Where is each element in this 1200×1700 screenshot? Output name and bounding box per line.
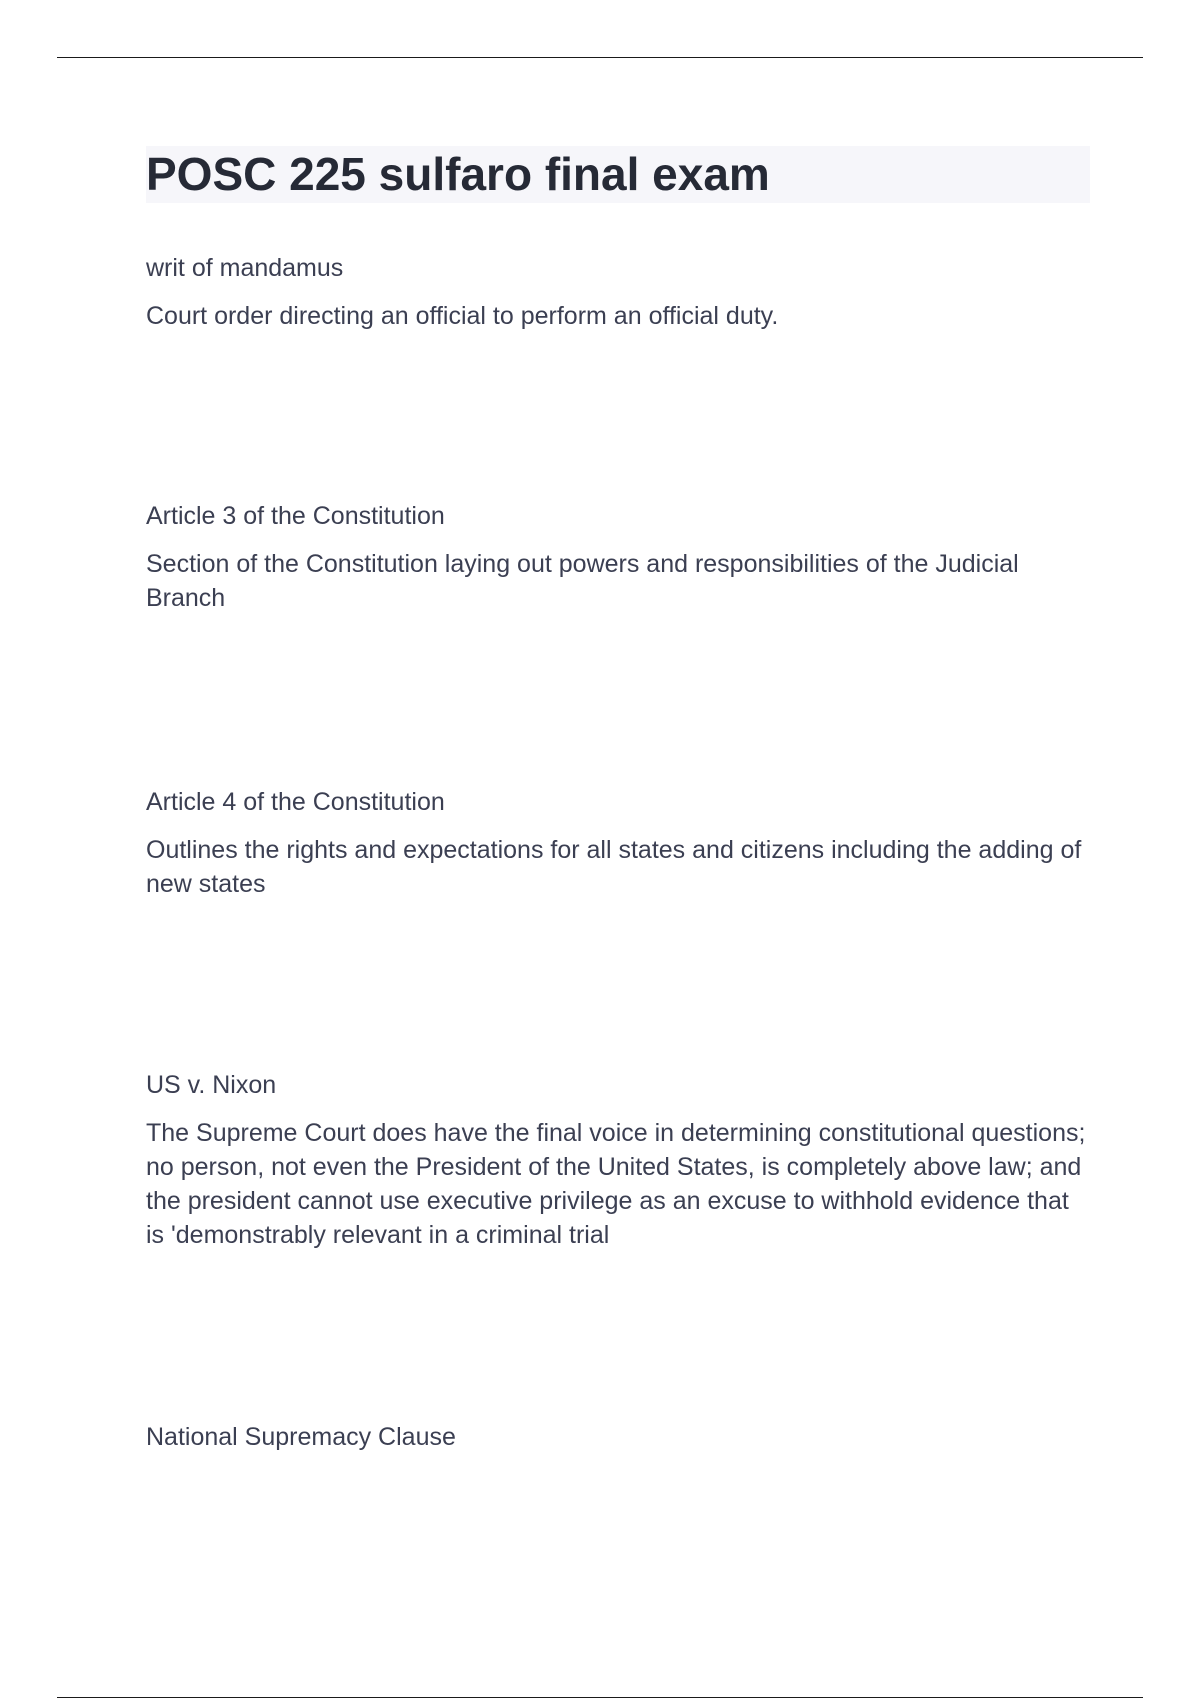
flashcard (146, 1420, 1090, 1454)
flashcard-definition: The Supreme Court does have the final voice in determining constitutional questions; no person, not even the President of the United States, is completely above law; and the president cannot use executive privilege as an excuse to withhold evidence that is 'demonstrably relevant in a criminal trial (146, 1119, 1086, 1249)
title-banner (146, 146, 1090, 203)
flashcard-definition: Court order directing an official to perform an official duty. (146, 302, 779, 330)
flashcard (146, 1068, 1090, 1420)
flashcard-term: Article 3 of the Constitution (146, 502, 445, 530)
document-body (146, 146, 1090, 1468)
flashcard-term: US v. Nixon (146, 1071, 277, 1099)
flashcard-term: Article 4 of the Constitution (146, 788, 445, 816)
flashcard (146, 251, 1090, 499)
top-divider (57, 57, 1143, 58)
flashcard (146, 785, 1090, 1068)
bottom-divider (57, 1697, 1143, 1698)
document-title: POSC 225 sulfaro final exam (146, 148, 770, 200)
flashcard (146, 499, 1090, 785)
flashcard-definition: Outlines the rights and expectations for all states and citizens including the adding of new states (146, 836, 1082, 898)
flashcard-term: National Supremacy Clause (146, 1423, 456, 1451)
flashcard-definition: Section of the Constitution laying out powers and responsibilities of the Judicial Branch (146, 550, 1019, 612)
flashcard-term: writ of mandamus (146, 254, 344, 282)
